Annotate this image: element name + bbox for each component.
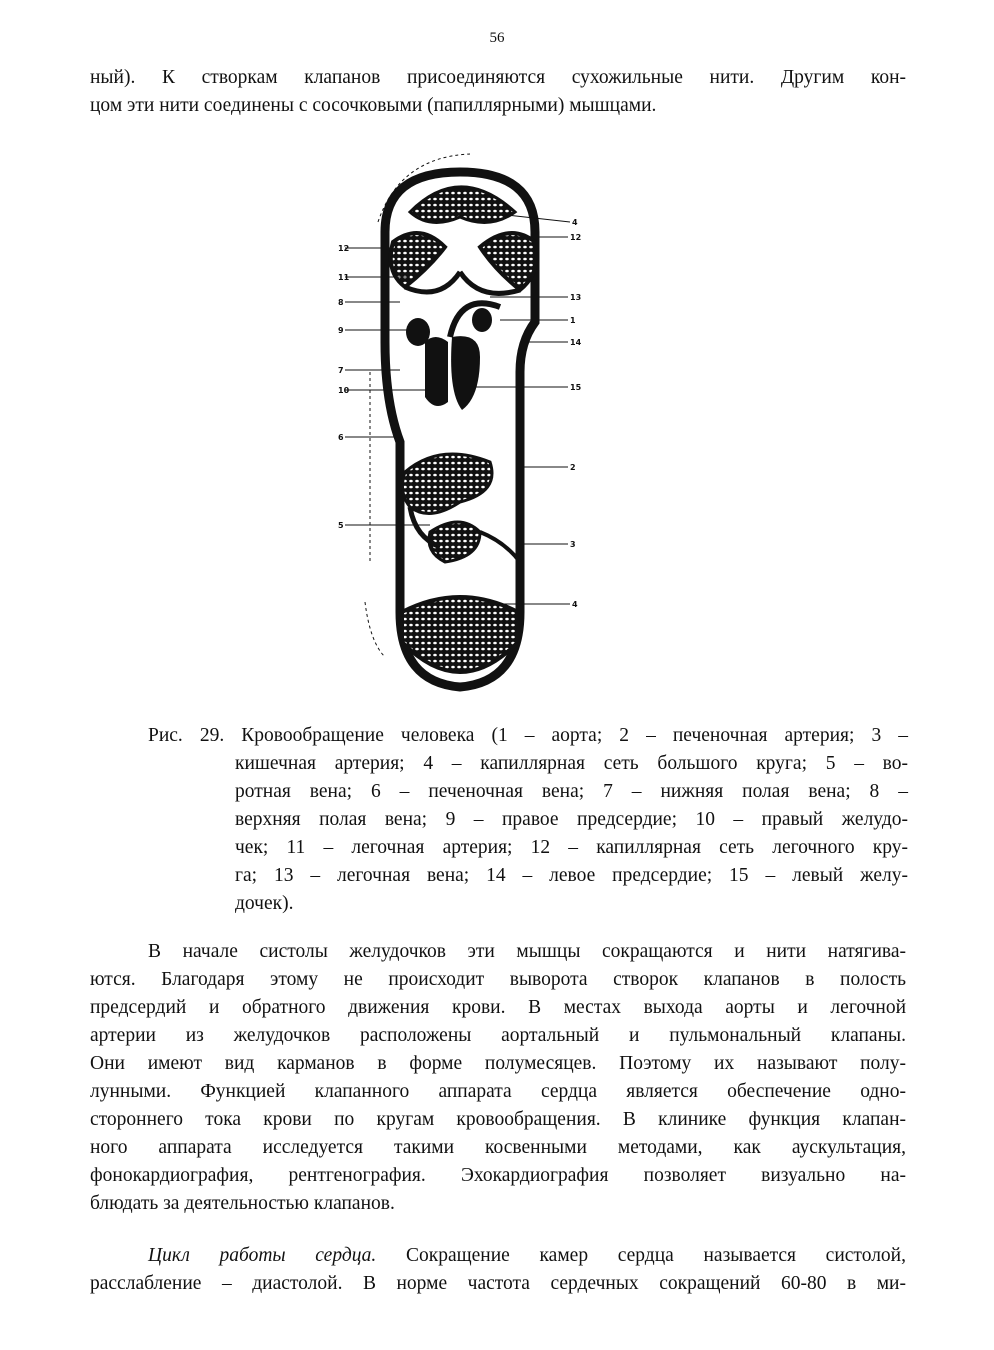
label-right-8: 4 — [572, 600, 578, 609]
label-right-2: 13 — [570, 293, 582, 302]
text-line: блюдать за деятельностью клапанов. — [90, 1193, 395, 1214]
right-ventricle — [425, 337, 448, 406]
text-line: В начале систолы желудочков эти мышцы сокращаются и нити натягива- — [148, 941, 906, 962]
label-left-7: 5 — [338, 521, 344, 530]
page-number: 56 — [489, 30, 505, 46]
caption-line: чек; 11 – легочная артерия; 12 – капиллярная сеть легочного кру- — [235, 837, 908, 858]
label-right-0: 4 — [572, 218, 578, 227]
left-atrium — [472, 308, 492, 332]
text-line: фонокардиография, рентгенография. Эхокардиография позволяет визуально на- — [90, 1165, 906, 1186]
top-paragraph — [90, 64, 906, 120]
intestine-capillary — [429, 522, 480, 562]
label-left-3: 9 — [338, 326, 344, 335]
middle-paragraph — [90, 938, 906, 1218]
label-right-5: 15 — [570, 383, 582, 392]
text-line: предсердий и обратного движения крови. В местах выхода аорты и легочной — [90, 997, 906, 1018]
caption-line: га; 13 – легочная вена; 14 – левое предсердие; 15 – левый желу- — [235, 865, 908, 886]
intestinal-artery — [480, 532, 520, 562]
text-line: артерии из желудочков расположены аортальный и пульмональный клапаны. — [90, 1025, 906, 1046]
label-left-2: 8 — [338, 298, 344, 307]
label-left-6: 6 — [338, 433, 344, 442]
lung-capillary-right — [480, 233, 537, 290]
text-fragment: Сокращение камер сердца называется систолой, — [376, 1245, 906, 1266]
caption-line: кишечная артерия; 4 – капиллярная сеть большого круга; 5 – во- — [235, 753, 908, 774]
section-lead: Цикл работы сердца. — [148, 1245, 377, 1266]
text-line — [90, 1242, 906, 1270]
text-line: стороннего тока крови по кругам кровообращения. В клинике функция клапан- — [90, 1109, 906, 1130]
bottom-paragraph — [90, 1242, 906, 1298]
label-right-4: 14 — [570, 338, 582, 347]
text-line: лунными. Функцией клапанного аппарата сердца является обеспечение одно- — [90, 1081, 906, 1102]
text-line: ного аппарата исследуется такими косвенными методами, как аускультация, — [90, 1137, 906, 1158]
label-left-5: 10 — [338, 386, 350, 395]
text-line: ются. Благодаря этому не происходит выворота створок клапанов в полость — [90, 969, 906, 990]
text-line: цом эти нити соединены с сосочковыми (папиллярными) мышцами. — [90, 95, 657, 116]
liver-capillary — [402, 454, 492, 513]
text-line: Они имеют вид карманов в форме полумесяцев. Поэтому их называют полу- — [90, 1053, 906, 1074]
lung-capillary-left — [391, 233, 445, 287]
label-right-6: 2 — [570, 463, 576, 472]
caption-line: верхняя полая вена; 9 – правое предсердие; 10 – правый желудо- — [235, 809, 908, 830]
label-left-4: 7 — [338, 366, 344, 375]
text-line: расслабление – диастолой. В норме частота сердечных сокращений 60-80 в ми- — [90, 1273, 906, 1294]
label-left-0: 12 — [338, 244, 350, 253]
capillary-net-bottom — [402, 597, 518, 672]
caption-line: дочек). — [235, 893, 294, 914]
circulation-diagram — [330, 142, 590, 694]
label-right-7: 3 — [570, 540, 576, 549]
figure-caption — [148, 722, 908, 918]
label-right-1: 12 — [570, 233, 582, 242]
label-right-3: 1 — [570, 316, 576, 325]
circulation-diagram-svg — [330, 142, 590, 694]
label-left-1: 11 — [338, 273, 350, 282]
text-line: ный). К створкам клапанов присоединяются сухожильные нити. Другим кон- — [90, 67, 906, 88]
capillary-net-top — [410, 187, 515, 222]
left-ventricle — [451, 336, 480, 410]
caption-line: ротная вена; 6 – печеночная вена; 7 – нижняя полая вена; 8 – — [235, 781, 908, 802]
caption-line: Рис. 29. Кровообращение человека (1 – аорта; 2 – печеночная артерия; 3 – — [148, 725, 908, 746]
